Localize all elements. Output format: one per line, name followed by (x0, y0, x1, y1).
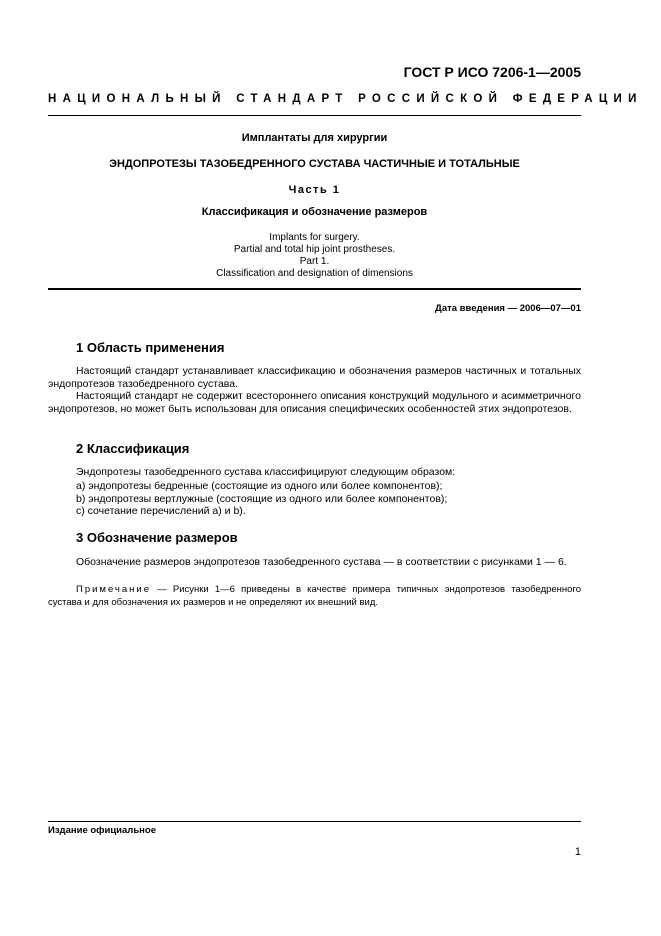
standard-number: ГОСТ Р ИСО 7206-1—2005 (403, 64, 581, 80)
national-standard-banner: НАЦИОНАЛЬНЫЙ СТАНДАРТ РОССИЙСКОЙ ФЕДЕРАЦИИ (48, 93, 643, 105)
section-2-heading: 2 Классификация (76, 441, 190, 456)
english-title (48, 232, 581, 280)
title-divider (48, 288, 581, 290)
part-title: Классификация и обозначение размеров (201, 206, 428, 218)
section-1-paragraph-1 (48, 365, 581, 390)
part-label: Часть 1 (288, 184, 341, 196)
list-item: a) эндопротезы бедренные (состоящие из одного или более компонентов); (76, 480, 443, 492)
introduction-date: Дата введения — 2006—07—01 (435, 303, 581, 314)
section-3-note (48, 584, 581, 609)
section-1-paragraph-2 (48, 390, 581, 415)
note-text: — Рисунки 1—6 приведены в качестве примера типичных эндопротезов тазобедренного сустава и для обозначения их размеров и не определяют их внешний вид. (48, 584, 581, 608)
subject-title: Имплантаты для хирургии (241, 132, 388, 144)
english-title-line: Part 1. (299, 256, 330, 267)
english-title-line: Partial and total hip joint prostheses. (233, 244, 396, 255)
classification-list (76, 480, 447, 518)
footer-divider (48, 821, 581, 822)
list-item: c) сочетание перечислений a) и b). (76, 505, 246, 517)
section-3-heading: 3 Обозначение размеров (76, 530, 238, 545)
section-3-paragraph (48, 556, 581, 569)
section-2-intro: Эндопротезы тазобедренного сустава классифицируют следующим образом: (76, 466, 456, 478)
page-number: 1 (574, 846, 581, 858)
list-item: b) эндопротезы вертлужные (состоящие из одного или более компонентов); (76, 492, 448, 505)
header-divider (48, 115, 581, 116)
english-title-line: Classification and designation of dimensions (216, 268, 413, 279)
paragraph-text: Настоящий стандарт устанавливает классификацию и обозначения размеров частичных и тотальных эндопротезов тазобедренного сустава. (48, 365, 581, 390)
edition-label: Издание официальное (48, 825, 156, 836)
english-title-line: Implants for surgery. (269, 232, 360, 243)
note-label: Примечание (76, 584, 151, 595)
section-1-heading: 1 Область применения (76, 340, 225, 355)
paragraph-text: Настоящий стандарт не содержит всестороннего описания конструкций модульного и асимметричного эндопротезов, но может быть использован для описания специфических особенностей этих эндопротезов. (48, 390, 581, 415)
main-title: ЭНДОПРОТЕЗЫ ТАЗОБЕДРЕННОГО СУСТАВА ЧАСТИЧНЫЕ И ТОТАЛЬНЫЕ (109, 158, 520, 170)
paragraph-text: Обозначение размеров эндопротезов тазобедренного сустава — в соответствии с рисунками 1 — 6. (76, 556, 567, 568)
